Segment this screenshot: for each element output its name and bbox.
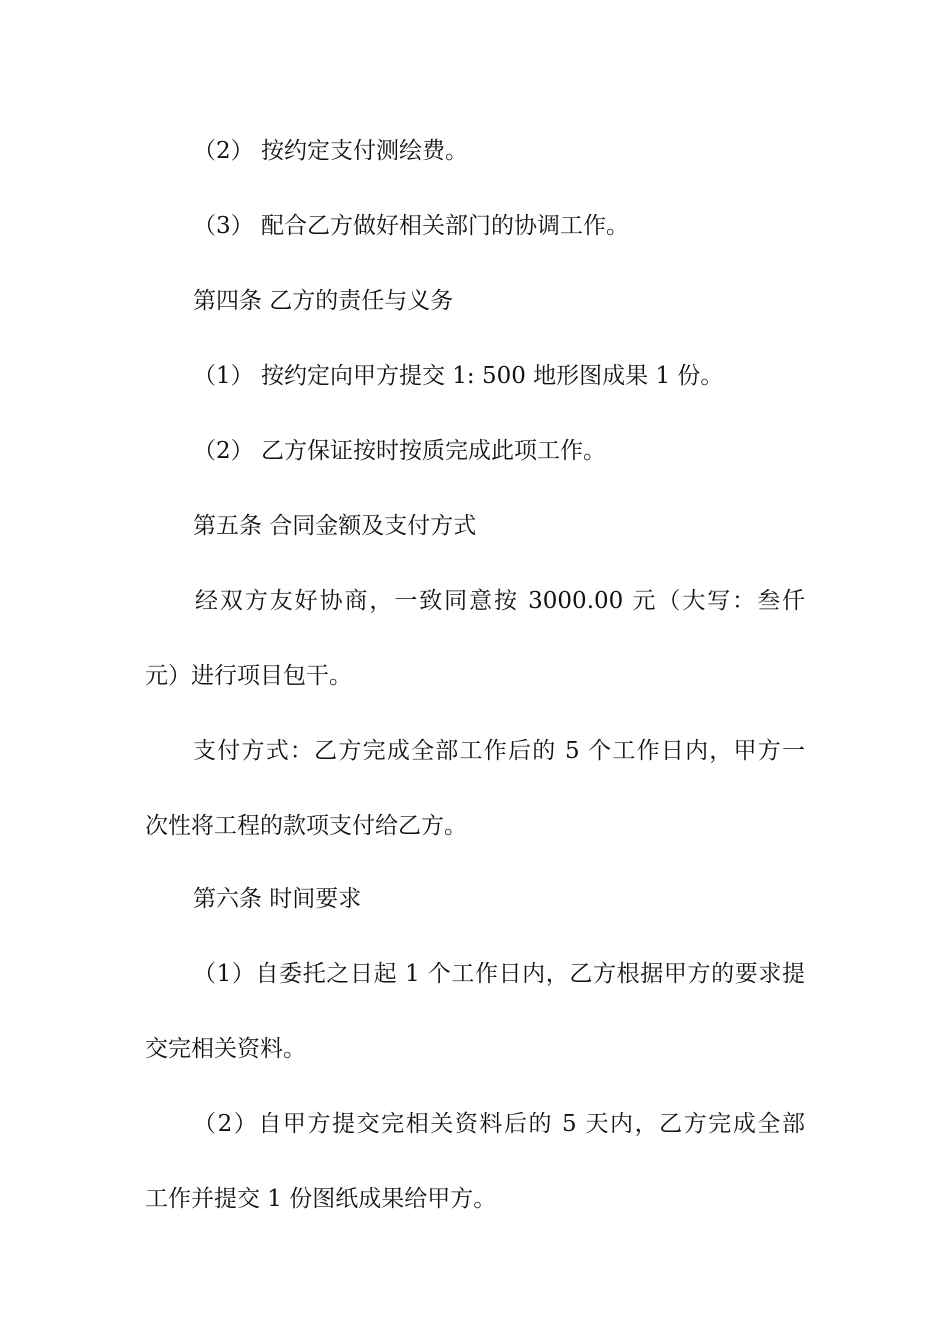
clause-4-heading: 第四条 乙方的责任与义务: [193, 288, 454, 314]
clause-3-item-2: （2） 按约定支付测绘费。: [193, 138, 468, 164]
clause-6-item-1-line-2: 交完相关资料。: [145, 1036, 306, 1062]
clause-5-paragraph-2-line-1: 支付方式：乙方完成全部工作后的 5 个工作日内，甲方一: [193, 738, 805, 764]
clause-4-item-2: （2） 乙方保证按时按质完成此项工作。: [193, 438, 606, 464]
clause-5-paragraph-1-line-1: 经双方友好协商，一致同意按 3000.00 元（大写：叁仟: [195, 588, 805, 614]
clause-6-heading: 第六条 时间要求: [193, 886, 362, 912]
clause-6-item-1-line-1: （1）自委托之日起 1 个工作日内，乙方根据甲方的要求提: [193, 961, 805, 987]
clause-6-item-2-line-2: 工作并提交 1 份图纸成果给甲方。: [145, 1186, 497, 1212]
clause-5-heading: 第五条 合同金额及支付方式: [193, 513, 477, 539]
clause-5-paragraph-2-line-2: 次性将工程的款项支付给乙方。: [145, 813, 467, 839]
clause-4-item-1: （1） 按约定向甲方提交 1: 500 地形图成果 1 份。: [193, 363, 724, 389]
clause-5-paragraph-1-line-2: 元）进行项目包干。: [145, 663, 352, 689]
clause-3-item-3: （3） 配合乙方做好相关部门的协调工作。: [193, 213, 629, 239]
clause-6-item-2-line-1: （2）自甲方提交完相关资料后的 5 天内，乙方完成全部: [193, 1111, 805, 1137]
